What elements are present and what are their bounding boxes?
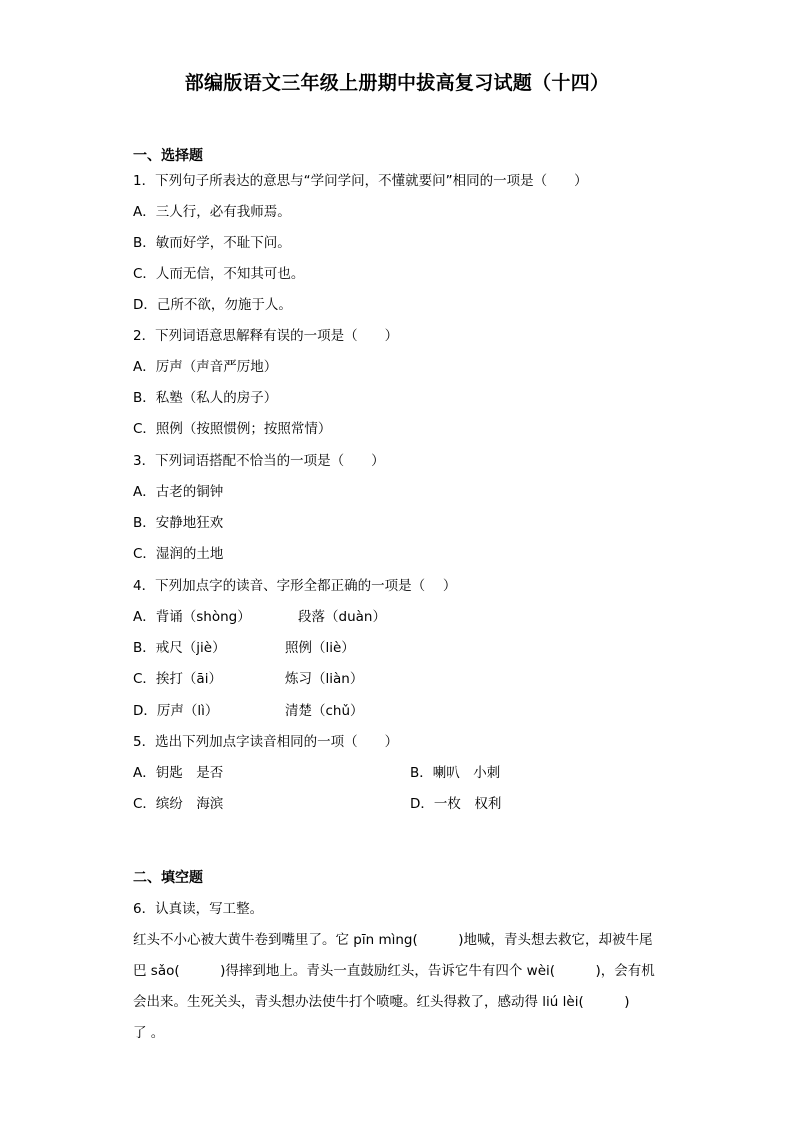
question-3-option-a: A．古老的铜钟: [133, 484, 224, 500]
question-4-option-a-right: 段落（duàn）: [298, 609, 386, 625]
option-left: D．厉声（lì）: [133, 703, 219, 719]
question-6-stem: 6．认真读，写工整。: [133, 901, 264, 917]
question-5-option-a: A．钥匙 是否: [133, 765, 224, 781]
question-2-option-a: A．厉声（声音严厉地）: [133, 359, 278, 375]
question-4-option-b: [133, 638, 226, 658]
question-1-option-c: C．人而无信，不知其可也。: [133, 266, 305, 282]
question-6-line-1: 红头不小心被大黄牛卷到嘴里了。它 pīn mìng( )地喊，青头想去救它，却被牛尾: [133, 932, 653, 948]
option-left: C．挨打（āi）: [133, 671, 222, 687]
question-4-option-b-right: 照例（liè）: [285, 640, 355, 656]
option-left: A．背诵（shòng）: [133, 609, 251, 625]
question-4-option-d: [133, 701, 218, 721]
question-5-option-b: B．喇叭 小刺: [410, 765, 501, 781]
question-1-option-d: D．己所不欲，勿施于人。: [133, 297, 292, 313]
question-6-line-4: 了 。: [133, 1025, 165, 1041]
question-5-option-d: D．一枚 权利: [410, 796, 502, 812]
question-1-option-a: A．三人行，必有我师焉。: [133, 204, 291, 220]
question-4-option-c-right: 炼习（liàn）: [285, 671, 364, 687]
question-3-option-b: B．安静地狂欢: [133, 515, 224, 531]
question-3-option-c: C．湿润的土地: [133, 546, 224, 562]
question-5-stem: 5．选出下列加点字读音相同的一项（ ）: [133, 734, 399, 750]
question-2-option-c: C．照例（按照惯例；按照常情）: [133, 421, 332, 437]
question-5-option-c: C．缤纷 海滨: [133, 796, 224, 812]
section-heading-fill: 二、填空题: [133, 870, 203, 886]
option-left: B．戒尺（jiè）: [133, 640, 226, 656]
section-heading-choice: 一、选择题: [133, 148, 203, 164]
question-4-option-a: [133, 607, 251, 627]
question-1-option-b: B．敏而好学，不耻下问。: [133, 235, 291, 251]
question-4-stem: 4．下列加点字的读音、字形全都正确的一项是（ ）: [133, 578, 457, 594]
question-3-stem: 3．下列词语搭配不恰当的一项是（ ）: [133, 453, 385, 469]
question-2-stem: 2．下列词语意思解释有误的一项是（ ）: [133, 328, 399, 344]
question-2-option-b: B．私塾（私人的房子）: [133, 390, 278, 406]
question-6-line-3: 会出来。生死关头，青头想办法使牛打个喷嚏。红头得救了，感动得 liú lèi( ): [133, 994, 630, 1010]
page-title: 部编版语文三年级上册期中拔高复习试题（十四）: [184, 72, 610, 94]
question-6-line-2: 巴 sǎo( )得摔到地上。青头一直鼓励红头，告诉它牛有四个 wèi( )，会有机: [133, 963, 655, 979]
question-4-option-c: [133, 669, 222, 689]
question-1-stem: 1．下列句子所表达的意思与“学问学问，不懂就要问”相同的一项是（ ）: [133, 173, 588, 189]
question-4-option-d-right: 清楚（chǔ）: [285, 703, 364, 719]
